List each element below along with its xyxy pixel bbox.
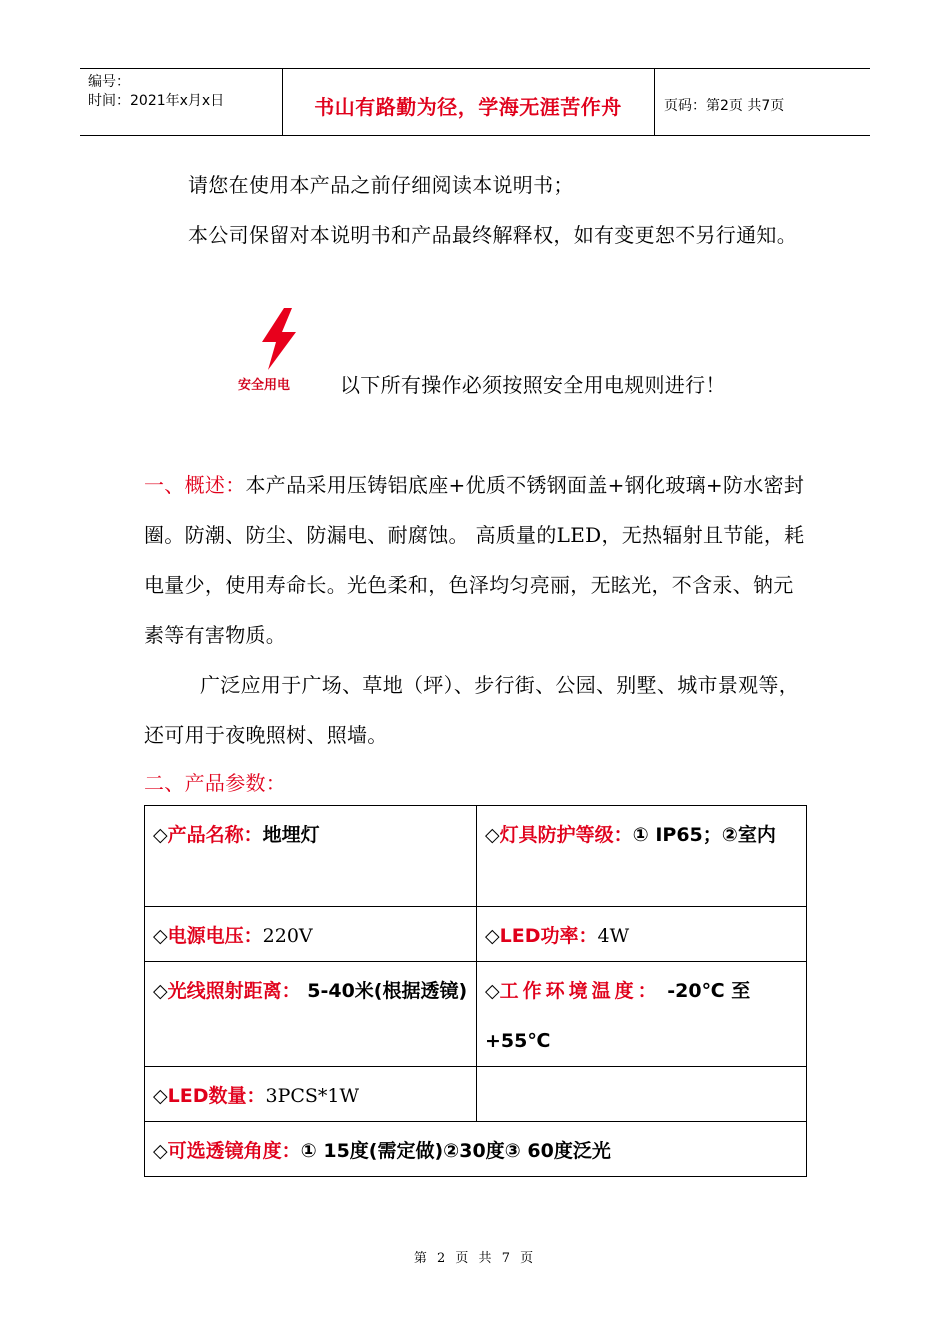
power-label: LED功率：: [499, 925, 598, 947]
param-cell-power: [477, 907, 807, 962]
header-motto: 书山有路勤为径，学海无涯苦作舟: [314, 95, 622, 119]
diamond-bullet-icon: ◇: [153, 1140, 168, 1162]
table-row: [145, 962, 807, 1067]
header-divider: [654, 69, 655, 135]
table-row: [145, 1067, 807, 1122]
overview-heading: 一、概述：: [144, 473, 246, 497]
protection-label: 灯具防护等级：: [499, 824, 633, 846]
voltage-value: 220V: [262, 925, 313, 947]
param-cell-protection: [477, 806, 807, 907]
distance-label: 光线照射距离：: [167, 980, 301, 1002]
diamond-bullet-icon: ◇: [485, 980, 500, 1002]
lens-label: 可选透镜角度：: [167, 1140, 301, 1162]
overview-paragraph: [144, 460, 806, 660]
power-value: 4W: [597, 925, 630, 947]
table-row: [145, 806, 807, 907]
time-label: 时间：2021年x月x日: [88, 93, 225, 109]
diamond-bullet-icon: ◇: [153, 925, 168, 947]
param-cell-product-name: [145, 806, 477, 907]
safety-note: 以下所有操作必须按照安全用电规则进行！: [340, 373, 726, 397]
param-cell-voltage: [145, 907, 477, 962]
diamond-bullet-icon: ◇: [485, 824, 500, 846]
page-footer: 第 2 页 共 7 页: [413, 1251, 537, 1266]
voltage-label: 电源电压：: [167, 925, 263, 947]
number-label: 编号：: [88, 74, 130, 90]
diamond-bullet-icon: ◇: [153, 1085, 168, 1107]
safety-electricity-icon: [236, 306, 316, 396]
led-count-label: LED数量：: [167, 1085, 266, 1107]
param-cell-temperature: [477, 962, 807, 1067]
table-row: [145, 1122, 807, 1177]
application-paragraph: 广泛应用于广场、草地（坪）、步行街、公园、别墅、城市景观等，还可用于夜晚照树、照墙。: [144, 673, 799, 747]
lens-value: ① 15度(需定做)②30度③ 60度泛光: [300, 1140, 611, 1162]
product-name-value: 地埋灯: [262, 824, 320, 846]
safety-icon-label: 安全用电: [238, 378, 291, 393]
intro-line-2: 本公司保留对本说明书和产品最终解释权，如有变更恕不另行通知。: [188, 223, 797, 247]
header-meta: [88, 73, 224, 111]
product-name-label: 产品名称：: [167, 824, 263, 846]
params-heading: 二、产品参数：: [144, 771, 287, 795]
temperature-label: 工作环境温度：: [499, 980, 661, 1002]
overview-text: 本产品采用压铸铝底座+优质不锈钢面盖+钢化玻璃+防水密封圈。防潮、防尘、防漏电、耐腐蚀。 高质量的LED，无热辐射且节能，耗电量少，使用寿命长。光色柔和，色泽均匀亮丽，无眩光，不含汞、钠元素等有害物质。: [144, 473, 805, 647]
lightning-bolt-icon: [250, 306, 310, 372]
product-params-table: [144, 805, 807, 1177]
param-cell-lens: [145, 1122, 807, 1177]
diamond-bullet-icon: ◇: [153, 980, 168, 1002]
diamond-bullet-icon: ◇: [153, 824, 168, 846]
temperature-value: -20℃ 至 +55℃: [485, 980, 751, 1052]
diamond-bullet-icon: ◇: [485, 925, 500, 947]
param-cell-distance: [145, 962, 477, 1067]
led-count-value: 3PCS*1W: [265, 1085, 360, 1107]
document-header: [80, 68, 870, 136]
header-page-code: 页码：第2页 共7页: [664, 98, 785, 114]
param-cell-led-count: [145, 1067, 477, 1122]
table-row: [145, 907, 807, 962]
param-cell-empty: [477, 1067, 807, 1122]
distance-value: 5-40米(根据透镜): [300, 980, 468, 1002]
intro-line-1: 请您在使用本产品之前仔细阅读本说明书；: [188, 173, 574, 197]
protection-value: ① IP65；②室内: [632, 824, 776, 846]
